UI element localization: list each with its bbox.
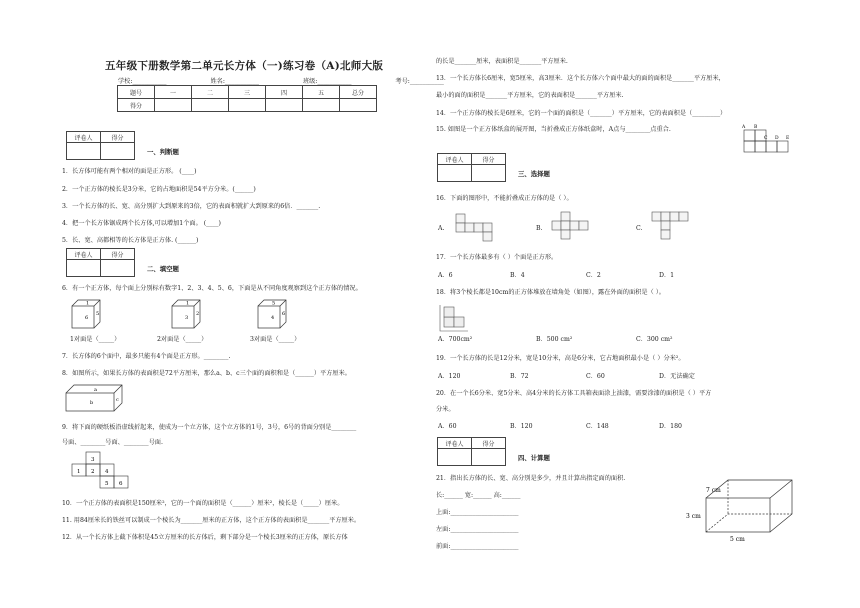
cube-label: 2 xyxy=(196,311,200,317)
school-field[interactable]: 学校:___________ xyxy=(118,78,167,85)
section-title: 三、选择题 xyxy=(518,170,550,178)
grader-label: 评卷人 xyxy=(67,249,101,260)
grader-label: 评卷人 xyxy=(67,132,101,143)
score-cell[interactable] xyxy=(303,99,340,112)
net-label: 6 xyxy=(119,481,123,487)
face-label: c xyxy=(116,397,119,403)
student-info xyxy=(118,76,486,85)
cube-label: 5 xyxy=(272,300,276,307)
cube-label: 1 xyxy=(186,300,190,307)
question-9b: 号面、________号面、________号面. xyxy=(62,439,163,446)
q16-option-b[interactable]: B. xyxy=(536,225,543,232)
q17-option-b[interactable]: B．4 xyxy=(510,272,525,279)
q19-option-c[interactable]: C．60 xyxy=(586,373,605,380)
q20-option-c[interactable]: C．148 xyxy=(586,423,609,430)
grader-cell[interactable] xyxy=(472,449,506,466)
grader-cell[interactable] xyxy=(67,260,101,277)
q19-option-a[interactable]: A．120 xyxy=(438,373,461,380)
question-7: 7．长方体的6个面中，最多只能有4个面是正方形。________. xyxy=(62,353,231,360)
grader-label: 评卷人 xyxy=(438,154,472,165)
net-label: 3 xyxy=(91,457,95,463)
question-4: 4．把一个长方体锯成两个长方体,可以增加1个面。 (____) xyxy=(62,220,221,227)
q21-left-face[interactable]: 左面:______________________ xyxy=(436,526,519,533)
question-16: 16．下面的图形中，不能折叠成正方体的是（ ）。 xyxy=(436,195,573,202)
net-point-label: C xyxy=(764,136,768,141)
q21-dimensions[interactable]: 长:______ 宽:______ 高:______ xyxy=(436,492,521,499)
section-title: 四、计算题 xyxy=(518,454,550,462)
grader-label: 评卷人 xyxy=(438,438,472,449)
name-field[interactable]: 姓名:___________ xyxy=(210,78,259,85)
grader-score-label: 得分 xyxy=(472,154,506,165)
shape-option-b xyxy=(550,210,596,240)
question-18: 18．将3个棱长都是10cm的正方体堆放在墙角处（如图），露在外面的面积是（ ）。 xyxy=(436,289,665,296)
cube-label: 3 xyxy=(185,315,189,321)
q20-option-b[interactable]: B．120 xyxy=(510,423,533,430)
cube-label: 6 xyxy=(282,311,286,317)
q17-option-c[interactable]: C．2 xyxy=(586,272,601,279)
cube-figure-2 xyxy=(172,300,202,330)
dimension-label: 7 cm xyxy=(706,487,721,494)
score-cell[interactable] xyxy=(266,99,303,112)
grader-cell[interactable] xyxy=(438,165,472,182)
q20-option-d[interactable]: D．180 xyxy=(659,423,682,430)
q18-option-b[interactable]: B．500 cm² xyxy=(536,336,573,343)
grader-table xyxy=(66,131,135,160)
question-6: 6．有一个正方体，每个面上分别标有数字1、2、3、4、5、6，下面是从不同角度观察到这个正方体的情况。 xyxy=(62,285,362,292)
grader-table xyxy=(437,153,506,182)
section-calc xyxy=(437,437,550,466)
section-title: 一、判断题 xyxy=(147,148,179,156)
grader-score-label: 得分 xyxy=(101,249,135,260)
q19-option-b[interactable]: B．72 xyxy=(510,373,529,380)
question-13a: 13．一个长方体长6厘米，宽5厘米，高3厘米．这个长方体六个面中最大的面的面积是_______平方厘米， xyxy=(436,75,725,82)
grader-cell[interactable] xyxy=(101,260,135,277)
score-cell[interactable] xyxy=(155,99,192,112)
q16-option-a[interactable]: A. xyxy=(438,225,445,232)
question-12: 12．从一个长方体上截下体积是45立方厘米的长方体后，剩下部分是一个棱长3厘米的正方体，原长方体 xyxy=(62,534,348,541)
score-cell[interactable] xyxy=(340,99,377,112)
question-21: 21．指出长方体的长、宽、高分别是多少，并且计算出指定面的面积. xyxy=(436,475,626,482)
net-point-label: D xyxy=(775,136,779,141)
score-header-cell: 四 xyxy=(266,86,303,99)
net-label: 5 xyxy=(105,481,109,487)
number-field[interactable]: 考号:___________ xyxy=(395,78,444,85)
net-label: 1 xyxy=(77,469,81,475)
grader-cell[interactable] xyxy=(472,165,506,182)
cube-figure-3 xyxy=(258,300,288,330)
net-point-label: A xyxy=(742,125,746,130)
grader-table xyxy=(66,248,135,277)
cuboid-dimensions-figure xyxy=(688,474,808,544)
question-8: 8．如图所示，如果长方体的表面积是72平方厘米，那么a、b、c三个面的面积和是（______）平方厘米。 xyxy=(62,370,351,377)
cube-label: 4 xyxy=(271,315,275,321)
stacked-cubes-figure xyxy=(438,303,478,335)
question-11: 11. 用84厘米长的铁丝可以制成一个棱长为_______厘米的正方体，这个正方体的表面积是_______平方厘米。 xyxy=(62,517,361,524)
cube-figure-1 xyxy=(72,300,102,330)
question-9a: 9．将下面的硬纸板沿虚线折起来，使成为一个立方体，这个立方体的1号，3号，6号的背面分别是________ xyxy=(62,424,357,431)
dimension-label: 3 cm xyxy=(686,513,701,520)
cube-net-figure xyxy=(68,450,148,494)
section-fill xyxy=(66,248,179,277)
question-13b: 最小的面的面积是_______平方厘米，它的表面积是_______平方厘米. xyxy=(436,92,624,99)
q21-front-face[interactable]: 前面:______________________ xyxy=(436,543,519,550)
class-field[interactable]: 班级:___________ xyxy=(302,78,352,85)
net-label: 4 xyxy=(105,469,109,475)
score-table xyxy=(117,85,377,112)
net-figure-15 xyxy=(742,124,802,158)
q17-option-d[interactable]: D．1 xyxy=(659,272,675,279)
score-header-cell: 总分 xyxy=(340,86,377,99)
score-header-cell: 一 xyxy=(155,86,192,99)
q19-option-d[interactable]: D．无法确定 xyxy=(659,373,695,380)
question-1: 1．长方体可能有两个相对的面是正方形。 (____) xyxy=(62,168,197,175)
q17-option-a[interactable]: A．6 xyxy=(438,272,453,279)
question-17: 17．一个长方体最多有（ ）个面是正方形。 xyxy=(436,254,558,261)
shape-option-a xyxy=(454,212,500,242)
question-3: 3．一个长方体的长、宽、高分别扩大到原来的3倍，它的表面积就扩大到原来的6倍．_______. xyxy=(62,203,321,210)
face-label: b xyxy=(90,400,94,406)
cuboid-figure xyxy=(66,385,126,415)
score-cell[interactable] xyxy=(229,99,266,112)
grader-table xyxy=(437,437,506,466)
q18-option-c[interactable]: C．300 cm² xyxy=(636,336,673,343)
q20-option-a[interactable]: A．60 xyxy=(438,423,457,430)
question-5: 5．长、宽、高都相等的长方体是正方体. (______) xyxy=(62,237,199,244)
cube-label: 1 xyxy=(86,300,90,307)
shape-option-c xyxy=(650,210,696,240)
q21-top-face[interactable]: 上面:______________________ xyxy=(436,509,519,516)
score-header-cell: 题号 xyxy=(118,86,155,99)
page-title: 五年级下册数学第二单元长方体（一)练习卷（A)北师大版 xyxy=(105,60,384,72)
score-header-cell: 二 xyxy=(192,86,229,99)
question-2: 2．一个正方体的棱长是3分米，它的占地面积是54平方分米。(______) xyxy=(62,186,256,193)
grader-cell[interactable] xyxy=(67,143,101,160)
grader-score-label: 得分 xyxy=(101,132,135,143)
q6-answer-1: 1对面是（_____） xyxy=(70,336,121,343)
question-15: 15. 如图是一个正方体纸盒的展开图，当折叠成正方体纸盒时，A点与________点重合. xyxy=(436,126,671,133)
score-header-cell: 三 xyxy=(229,86,266,99)
q16-option-c[interactable]: C. xyxy=(636,225,643,232)
dimension-label: 5 cm xyxy=(730,536,745,543)
score-row-label: 得分 xyxy=(118,99,155,112)
q6-answer-2: 2对面是（_____） xyxy=(157,336,208,343)
net-point-label: B xyxy=(754,125,758,130)
grader-cell[interactable] xyxy=(438,449,472,466)
score-cell[interactable] xyxy=(192,99,229,112)
section-title: 二、填空题 xyxy=(147,265,179,273)
question-10: 10．一个正方体的表面积是150厘米²，它的一个面的面积是（______）厘米²，棱长是（_____）厘米。 xyxy=(62,500,344,507)
net-point-label: E xyxy=(786,136,790,141)
question-19: 19．一个长方体的长是12分米，宽是10分米，高是6分米，它占地面积最小是（ ）分米²。 xyxy=(436,355,685,362)
face-label: a xyxy=(94,387,97,393)
question-20a: 20．在一个长6分米、宽5分米、高4分米的长方体工具箱表面涂上油漆，需要涂漆的面积是（ ）平方 xyxy=(436,390,712,397)
grader-score-label: 得分 xyxy=(472,438,506,449)
q18-option-a[interactable]: A．700cm² xyxy=(438,336,473,343)
question-20b: 分米。 xyxy=(436,406,455,413)
section-judge xyxy=(66,131,179,160)
score-header-cell: 五 xyxy=(303,86,340,99)
cube-label: 6 xyxy=(85,315,89,321)
net-label: 2 xyxy=(91,469,95,475)
grader-cell[interactable] xyxy=(101,143,135,160)
question-14: 14．一个正方体的棱长是6厘米，它的一个面的面积是（_______）平方厘米，它的表面积是（_________） xyxy=(436,110,727,117)
question-12b: 的长是_______厘米，表面积是_______平方厘米. xyxy=(436,58,568,65)
section-choice xyxy=(437,153,550,182)
q6-answer-3: 3对面是（_____） xyxy=(250,336,301,343)
cube-label: 5 xyxy=(96,311,100,317)
